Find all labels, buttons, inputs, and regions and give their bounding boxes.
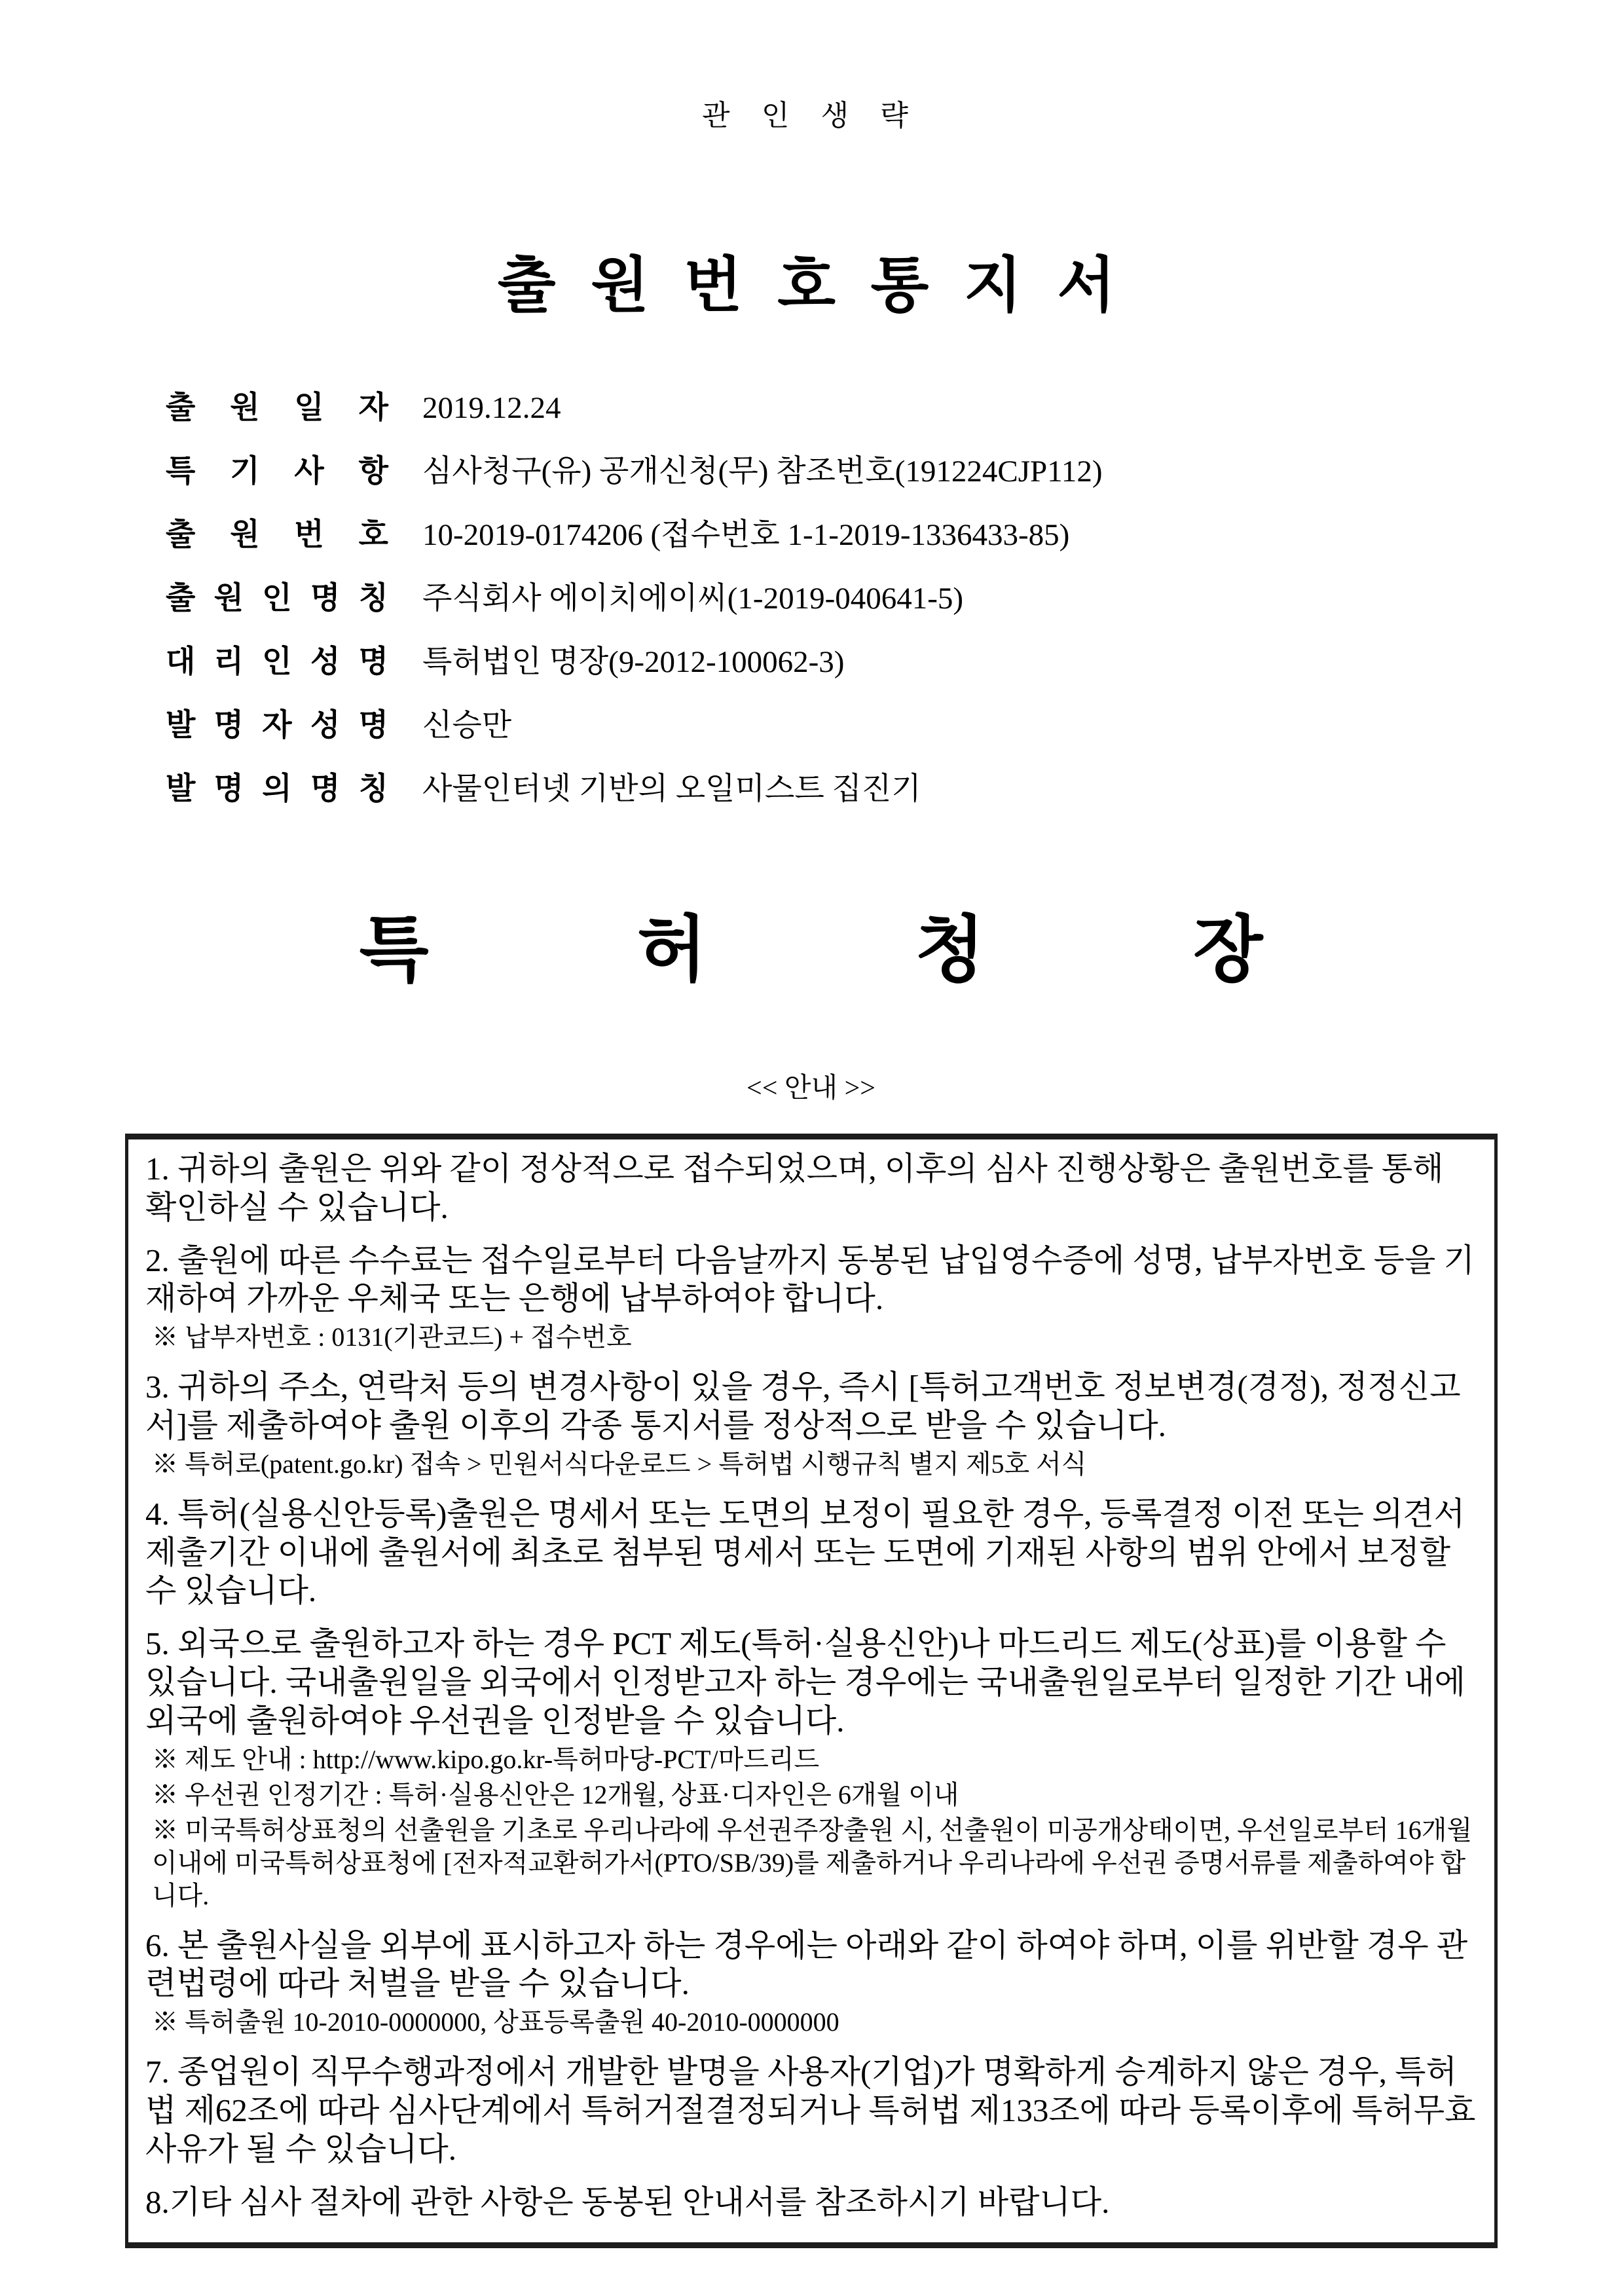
field-label: 특 기 사 항: [166, 453, 388, 488]
field-row-inventor-name: [166, 701, 1517, 743]
field-value: 사물인터넷 기반의 오일미스트 집진기: [422, 772, 921, 806]
field-value: 주식회사 에이치에이씨(1-2019-040641-5): [422, 582, 964, 616]
notice-item-5-note-uspto: ※ 미국특허상표청의 선출원을 기초로 우리나라에 우선권주장출원 시, 선출원이 미공개상태이면, 우선일로부터 16개월 이내에 미국특허상표청에 [전자적교환허가서(PTO/SB/39)를 제출하거나 우리나라에 우선권 증명서류를 제출하여야 합니다.: [152, 1815, 1473, 1910]
field-row-invention-title: [166, 764, 1517, 806]
field-row-agent-name: [166, 637, 1517, 679]
notice-item-6: 6. 본 출원사실을 외부에 표시하고자 하는 경우에는 아래와 같이 하여야 하며, 이를 위반할 경우 관련법령에 따라 처벌을 받을 수 있습니다.: [145, 1927, 1468, 2002]
field-value: 특허법인 명장(9-2012-100062-3): [422, 645, 845, 679]
notice-item-3: 3. 귀하의 주소, 연락처 등의 변경사항이 있을 경우, 즉시 [특허고객번호 정보변경(경정), 정정신고서]를 제출하여야 출원 이후의 각종 통지서를 정상적으로 받을 수 있습니다.: [145, 1369, 1461, 1443]
notice-item-6-note-marking-example: ※ 특허출원 10-2010-0000000, 상표등록출원 40-2010-0000000: [152, 2007, 839, 2037]
guide-heading: << 안내 >>: [746, 1073, 876, 1103]
field-row-applicant-name: [166, 574, 1517, 616]
field-row-filing-date: [166, 383, 1517, 425]
notice-item-3-note-patent-go-kr: ※ 특허로(patent.go.kr) 접속 > 민원서식다운로드 > 특허법 시행규칙 별지 제5호 서식: [152, 1449, 1087, 1479]
notice-item-2-note-payer-number: ※ 납부자번호 : 0131(기관코드) + 접수번호: [152, 1322, 632, 1352]
field-label: 발 명 자 성 명: [166, 707, 388, 742]
notice-item-5: 5. 외국으로 출원하고자 하는 경우 PCT 제도(특허·실용신안)나 마드리드 제도(상표)를 이용할 수 있습니다. 국내출원일을 외국에서 인정받고자 하는 경우에는 국내출원일로부터 일정한 기간 내에 외국에 출원하여야 우선권을 인정받을 수 있습니다.: [145, 1625, 1465, 1739]
notice-item-7: 7. 종업원이 직무수행과정에서 개발한 발명을 사용자(기업)가 명확하게 승계하지 않은 경우, 특허법 제62조에 따라 심사단계에서 특허거절결정되거나 특허법 제133조에 따라 등록이후에 특허무효사유가 될 수 있습니다.: [145, 2054, 1476, 2167]
field-value: 신승만: [422, 709, 512, 743]
field-label: 출 원 일 자: [166, 390, 388, 424]
field-label: 발 명 의 명 칭: [166, 771, 388, 805]
field-label: 대 리 인 성 명: [166, 644, 388, 678]
notice-item-4: 4. 특허(실용신안등록)출원은 명세서 또는 도면의 보정이 필요한 경우, 등록결정 이전 또는 의견서 제출기간 이내에 출원서에 최초로 첨부된 명세서 또는 도면에 기재된 사항의 범위 안에서 보정할 수 있습니다.: [145, 1495, 1465, 1609]
notice-item-1: 1. 귀하의 출원은 위와 같이 정상적으로 접수되었으며, 이후의 심사 진행상황은 출원번호를 통해 확인하실 수 있습니다.: [145, 1151, 1444, 1225]
document-title: 출 원 번 호 통 지 서: [497, 252, 1125, 319]
notice-item-5-note-priority-period: ※ 우선권 인정기간 : 특허·실용신안은 12개월, 상표·디자인은 6개월 이내: [152, 1779, 959, 1809]
field-row-application-number: [166, 510, 1517, 552]
notice-item-5-note-kipo-url: ※ 제도 안내 : http://www.kipo.go.kr-특허마당-PCT/마드리드: [152, 1744, 820, 1774]
notice-item-8: 8.기타 심사 절차에 관한 사항은 동봉된 안내서를 참조하시기 바랍니다.: [145, 2183, 1110, 2220]
field-label: 출 원 인 명 칭: [166, 580, 388, 615]
field-row-special-notes: [166, 447, 1517, 489]
commissioner-of-kipo-title: 특 허 청 장: [359, 910, 1263, 990]
field-list: [166, 383, 1517, 828]
field-value: 10-2019-0174206 (접수번호 1-1-2019-1336433-85): [422, 518, 1070, 552]
notice-box: [125, 1134, 1498, 2248]
issuer-line: [0, 892, 1622, 995]
field-label: 출 원 번 호: [166, 517, 388, 551]
official-seal-omitted-note: 관 인 생 략: [702, 100, 920, 132]
field-value: 심사청구(유) 공개신청(무) 참조번호(191224CJP112): [422, 454, 1103, 489]
field-value: 2019.12.24: [422, 391, 561, 425]
notice-item-2: 2. 출원에 따른 수수료는 접수일로부터 다음날까지 동봉된 납입영수증에 성명, 납부자번호 등을 기재하여 가까운 우체국 또는 은행에 납부하여야 합니다.: [145, 1242, 1475, 1317]
